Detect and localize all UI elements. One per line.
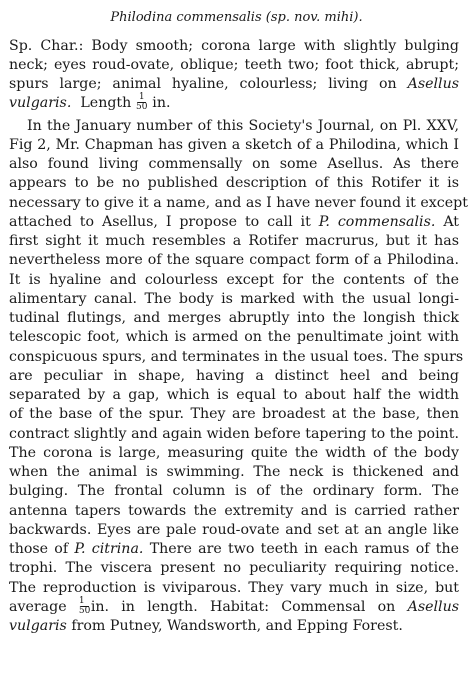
text-line: tudinal flutings, and merges abruptly into the longish thick	[9, 310, 459, 326]
text-line: Sp. Char.: Body smooth; corona large with slightly bulging	[9, 38, 459, 54]
text-span: average	[9, 599, 67, 615]
text-line: appears to be no published description of this Rotifer it is	[9, 175, 459, 191]
text-line: Fig 2, Mr. Chapman has given a sketch of a Philodina, which I	[9, 137, 459, 153]
text-line: The corona is large, measuring quite the width of the body	[9, 445, 459, 461]
text-line	[9, 213, 459, 231]
italic-span: vulgaris.	[9, 95, 72, 111]
text-line: conspicuous spurs, and terminates in the usual toes. The spurs	[9, 349, 464, 365]
text-line: antenna tapers towards the extremity and is carried rather	[9, 503, 459, 519]
text-line: contract slightly and again widen before tapering to the point.	[9, 426, 459, 442]
text-span: spurs large; animal hyaline, colourless; living on	[9, 76, 397, 92]
text-line: In the January number of this Society's Journal, on Pl. XXV,	[27, 118, 459, 134]
text-line: The reproduction is viviparous. They vary much in size, but	[9, 580, 459, 596]
fraction	[79, 598, 91, 614]
text-span: Length	[80, 95, 132, 111]
fraction-denominator: 50	[78, 606, 91, 616]
fraction-numerator: 1	[138, 92, 145, 102]
text-span: in.	[152, 95, 171, 111]
text-line: separated by a gap, which is equal to about half the width	[9, 387, 459, 403]
text-line: also found living commensally on some Asellus. As there	[9, 156, 459, 172]
italic-span: vulgaris	[9, 618, 67, 634]
text-line	[9, 617, 403, 635]
text-line: trophi. The viscera present no peculiarity requiring notice.	[9, 560, 459, 576]
text-line: backwards. Eyes are pale roud-ovate and set at an angle like	[9, 522, 459, 538]
fraction-denominator: 50	[136, 102, 148, 112]
text-line: telescopic foot, which is armed on the penultimate joint with	[9, 329, 459, 345]
italic-span: Asellus	[407, 76, 459, 92]
article-title: Philodina commensalis (sp. nov. mihi).	[110, 10, 363, 25]
text-line: It is hyaline and colourless except for the contents of the	[9, 272, 459, 288]
text-span: from Putney, Wandsworth, and Epping Forest.	[71, 618, 403, 634]
text-span: those of	[9, 541, 69, 557]
fraction	[136, 94, 148, 110]
text-line: bulging. The frontal column is of the ordinary form. The	[9, 483, 459, 499]
text-line: of the base of the spur. They are broadest at the base, then	[9, 406, 459, 422]
text-span: There are two teeth in each ramus of the	[149, 541, 459, 557]
fraction-numerator: 1	[78, 596, 85, 606]
text-line: when the animal is swimming. The neck is thickened and	[9, 464, 459, 480]
text-line	[9, 598, 459, 616]
text-line: neck; eyes roud-ovate, oblique; teeth two; foot thick, abrupt;	[9, 57, 459, 73]
text-span: in. in length. Habitat: Commensal on	[90, 599, 396, 615]
text-line	[9, 540, 459, 558]
text-line: nevertheless more of the square compact form of a Philodina.	[9, 252, 459, 268]
text-span: attached to Asellus, I propose to call it	[9, 214, 311, 230]
text-line: alimentary canal. The body is marked with the usual longi-	[9, 291, 459, 307]
text-line: necessary to give it a name, and as I have never found it except	[9, 195, 468, 211]
text-span: At	[443, 214, 460, 230]
italic-span: Asellus	[407, 599, 459, 615]
text-line: are peculiar in shape, having a distinct heel and being	[9, 368, 459, 384]
text-line	[9, 75, 459, 93]
italic-span: P. commensalis.	[318, 214, 436, 230]
text-line	[9, 94, 170, 112]
italic-span: P. citrina.	[74, 541, 144, 557]
text-line: first sight it much resembles a Rotifer macrurus, but it has	[9, 233, 459, 249]
